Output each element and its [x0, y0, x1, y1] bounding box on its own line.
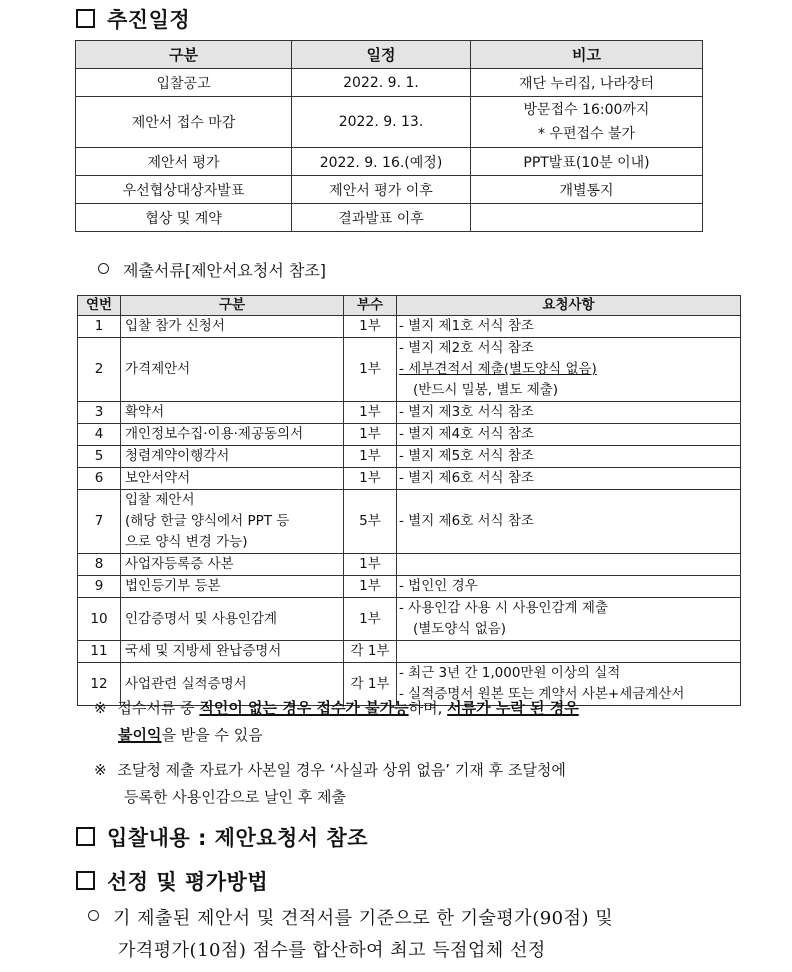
doc-number: 1: [78, 316, 121, 338]
checkbox-square-icon: [76, 827, 95, 846]
docs-intro-text: 제출서류[제안서요청서 참조]: [123, 261, 327, 280]
doc-quantity: 1부: [344, 338, 397, 402]
doc-number: 10: [78, 598, 121, 641]
doc-name: 확약서: [125, 404, 165, 420]
evaluation-heading-text: 선정 및 평가방법: [107, 870, 269, 894]
doc-requirement: - 별지 제6호 서식 참조: [399, 513, 534, 529]
doc-name-cell: [121, 468, 344, 490]
doc-number: 4: [78, 424, 121, 446]
table-row: [76, 97, 703, 148]
table-row: [76, 204, 703, 232]
note-1-cont: [118, 722, 263, 749]
doc-name-cell: [121, 402, 344, 424]
note-text: 조달청 제출 자료가 사본일 경우 ‘사실과 상위 없음’ 기재 후 조달청에: [117, 761, 566, 779]
doc-number: 12: [78, 663, 121, 706]
table-row: [76, 69, 703, 97]
doc-quantity: 1부: [344, 446, 397, 468]
schedule-note: 재단 누리집, 나라장터: [471, 69, 703, 97]
doc-name-cell: [121, 446, 344, 468]
evaluation-heading: [76, 866, 268, 896]
doc-requirement-cell: [397, 446, 741, 468]
doc-quantity: 1부: [344, 554, 397, 576]
circle-bullet-icon: [98, 263, 109, 274]
docs-intro: [98, 258, 326, 281]
doc-requirement-cell: [397, 598, 741, 641]
schedule-header-item: 구분: [76, 41, 292, 69]
docs-header-row: [78, 296, 741, 316]
doc-number: 11: [78, 641, 121, 663]
note-emphasis: 직인이 없는 경우 접수가 불가능: [199, 699, 409, 717]
doc-name: (해당 한글 양식에서 PPT 등: [125, 513, 290, 529]
doc-requirement: - 별지 제3호 서식 참조: [399, 404, 534, 420]
doc-quantity: 각 1부: [344, 641, 397, 663]
doc-quantity: 1부: [344, 468, 397, 490]
doc-quantity: 각 1부: [344, 663, 397, 706]
note-emphasis: 서류가 누락 된 경우: [447, 699, 579, 717]
table-row: [78, 641, 741, 663]
doc-number: 2: [78, 338, 121, 402]
doc-requirement: - 법인인 경우: [399, 578, 478, 594]
doc-name: 청렴계약이행각서: [125, 448, 230, 464]
doc-name: 개인정보수집·이용·제공동의서: [125, 426, 304, 442]
doc-name: 국세 및 지방세 완납증명서: [125, 643, 282, 659]
table-row: [78, 490, 741, 554]
evaluation-line-2: [118, 934, 546, 968]
doc-requirement-cell: [397, 641, 741, 663]
doc-name: 보안서약서: [125, 470, 191, 486]
doc-name-cell: [121, 338, 344, 402]
schedule-note: [471, 204, 703, 232]
doc-requirement: - 사용인감 사용 시 사용인감계 제출: [399, 600, 608, 616]
doc-name-cell: [121, 598, 344, 641]
docs-header-qty: 부수: [344, 296, 397, 316]
note-mark: ※: [94, 761, 107, 779]
doc-requirement: - 별지 제6호 서식 참조: [399, 470, 534, 486]
evaluation-text: 기 제출된 제안서 및 견적서를 기준으로 한 기술평가(90점) 및: [113, 908, 614, 929]
doc-name: 인감증명서 및 사용인감계: [125, 610, 278, 627]
doc-name-cell: [121, 490, 344, 554]
evaluation-line-1: [88, 902, 613, 936]
doc-name: 입찰 제안서: [125, 492, 195, 508]
note-text: 하며,: [408, 699, 448, 717]
documents-table: [77, 295, 741, 706]
doc-requirement-cell: [397, 490, 741, 554]
schedule-item: 협상 및 계약: [76, 204, 292, 232]
note-text: 접수서류 중: [117, 699, 200, 717]
schedule-item: 입찰공고: [76, 69, 292, 97]
doc-requirement: (별도양식 없음): [413, 621, 507, 637]
schedule-date: 결과발표 이후: [292, 204, 471, 232]
bidding-heading: [76, 822, 368, 852]
schedule-item: 제안서 평가: [76, 148, 292, 176]
table-row: [78, 402, 741, 424]
evaluation-text: 가격평가(10점) 점수를 합산하여 최고 득점업체 선정: [118, 940, 546, 961]
doc-name-cell: [121, 576, 344, 598]
doc-number: 7: [78, 490, 121, 554]
schedule-table: [75, 40, 703, 232]
schedule-header-row: [76, 41, 703, 69]
schedule-item: 우선협상대상자발표: [76, 176, 292, 204]
doc-name-cell: [121, 641, 344, 663]
note-text: 등록한 사용인감으로 날인 후 제출: [124, 788, 346, 806]
doc-number: 8: [78, 554, 121, 576]
bidding-heading-text: 입찰내용 : 제안요청서 참조: [107, 826, 368, 850]
doc-requirement: - 별지 제5호 서식 참조: [399, 448, 534, 464]
doc-number: 6: [78, 468, 121, 490]
schedule-note: 개별통지: [471, 176, 703, 204]
table-row: [78, 338, 741, 402]
schedule-date: 2022. 9. 1.: [292, 69, 471, 97]
note-text: 을 받을 수 있음: [161, 726, 263, 744]
doc-name-cell: [121, 424, 344, 446]
table-row: [78, 446, 741, 468]
schedule-header-date: 일정: [292, 41, 471, 69]
doc-requirement-cell: [397, 554, 741, 576]
doc-requirement-cell: [397, 424, 741, 446]
note-2-cont: [124, 784, 346, 811]
doc-name-cell: [121, 316, 344, 338]
doc-quantity: 1부: [344, 598, 397, 641]
docs-header-no: 연번: [78, 296, 121, 316]
doc-quantity: 1부: [344, 316, 397, 338]
doc-requirement: (반드시 밀봉, 별도 제출): [413, 382, 559, 398]
doc-requirement: - 최근 3년 간 1,000만원 이상의 실적: [399, 665, 621, 681]
doc-requirement: - 별지 제1호 서식 참조: [399, 318, 534, 334]
schedule-date: 제안서 평가 이후: [292, 176, 471, 204]
note-2: [94, 757, 566, 784]
doc-requirement-cell: [397, 316, 741, 338]
doc-name: 입찰 참가 신청서: [125, 318, 225, 334]
schedule-header-note: 비고: [471, 41, 703, 69]
schedule-note: 방문접수 16:00까지: [523, 102, 650, 118]
schedule-heading-text: 추진일정: [107, 8, 191, 32]
note-mark: ※: [94, 699, 107, 717]
table-row: [78, 424, 741, 446]
doc-name: 으로 양식 변경 가능): [125, 534, 248, 550]
table-row: [76, 176, 703, 204]
circle-bullet-icon: [88, 910, 99, 921]
docs-header-name: 구분: [121, 296, 344, 316]
doc-requirement-cell: [397, 338, 741, 402]
table-row: [76, 148, 703, 176]
doc-requirement-cell: [397, 576, 741, 598]
schedule-note-cell: [471, 97, 703, 148]
doc-requirement: - 별지 제2호 서식 참조: [399, 340, 534, 356]
docs-header-req: 요청사항: [397, 296, 741, 316]
table-row: [78, 598, 741, 641]
doc-number: 9: [78, 576, 121, 598]
schedule-date: 2022. 9. 13.: [292, 97, 471, 148]
doc-requirement-cell: [397, 402, 741, 424]
schedule-note: PPT발표(10분 이내): [471, 148, 703, 176]
schedule-date: 2022. 9. 16.(예정): [292, 148, 471, 176]
table-row: [78, 468, 741, 490]
doc-quantity: 1부: [344, 402, 397, 424]
doc-name: 사업자등록증 사본: [125, 556, 234, 572]
doc-number: 3: [78, 402, 121, 424]
doc-name: 법인등기부 등본: [125, 578, 221, 594]
doc-quantity: 5부: [344, 490, 397, 554]
table-row: [78, 554, 741, 576]
doc-requirement-cell: [397, 468, 741, 490]
schedule-item: 제안서 접수 마감: [76, 97, 292, 148]
note-emphasis: 불이익: [118, 726, 162, 744]
doc-requirement: - 별지 제4호 서식 참조: [399, 426, 534, 442]
schedule-note-sub: * 우편접수 불가: [537, 126, 636, 142]
doc-requirement: - 세부견적서 제출(별도양식 없음): [399, 361, 597, 377]
doc-requirement: - 실적증명서 원본 또는 계약서 사본+세금계산서: [399, 686, 685, 702]
doc-name: 가격제안서: [125, 361, 191, 377]
doc-number: 5: [78, 446, 121, 468]
docs-body: [78, 316, 741, 706]
schedule-heading: [76, 4, 190, 34]
checkbox-square-icon: [76, 9, 95, 28]
doc-name: 사업관련 실적증명서: [125, 675, 247, 692]
note-1: [94, 695, 714, 722]
doc-quantity: 1부: [344, 576, 397, 598]
checkbox-square-icon: [76, 871, 95, 890]
doc-quantity: 1부: [344, 424, 397, 446]
table-row: [78, 316, 741, 338]
table-row: [78, 576, 741, 598]
doc-name-cell: [121, 554, 344, 576]
